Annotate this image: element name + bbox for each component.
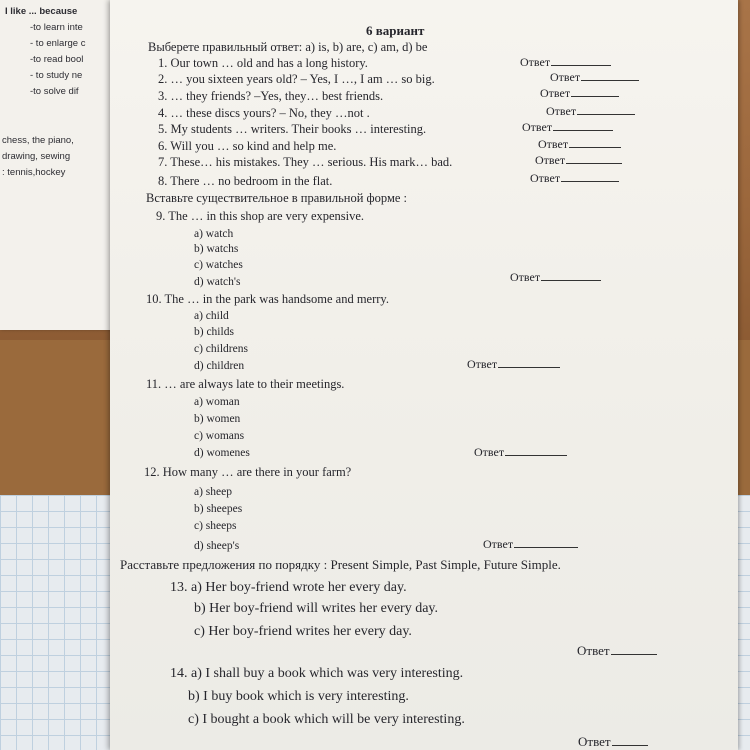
left-sheet-line: -to solve dif bbox=[30, 86, 79, 97]
answer-label: Ответ bbox=[550, 70, 581, 84]
question-14-a: 14. a) I shall buy a book which was very interesting. bbox=[170, 666, 464, 681]
question-9: 9. The … in this shop are very expensive. bbox=[156, 209, 365, 223]
left-sheet-line: -to learn inte bbox=[30, 22, 83, 33]
answer-label: Ответ bbox=[474, 445, 505, 459]
left-sheet-line: - to study ne bbox=[30, 70, 83, 81]
question-13-a: 13. a) Her boy-friend wrote her every day. bbox=[170, 580, 407, 595]
answer-field[interactable] bbox=[535, 153, 622, 167]
left-sheet-line: chess, the piano, bbox=[2, 135, 74, 146]
question-14-c: c) I bought a book which will be very interesting. bbox=[188, 712, 465, 727]
answer-label: Ответ bbox=[578, 734, 611, 749]
option: d) womenes bbox=[194, 447, 250, 459]
answer-label: Ответ bbox=[546, 104, 577, 118]
answer-label: Ответ bbox=[483, 537, 514, 551]
answer-label: Ответ bbox=[577, 643, 610, 658]
option: a) sheep bbox=[194, 486, 232, 498]
question-item: 6. Will you … so kind and help me. bbox=[158, 139, 337, 153]
answer-label: Ответ bbox=[522, 120, 553, 134]
answer-field[interactable] bbox=[474, 445, 567, 459]
question-item: 4. … these discs yours? – No, they …not . bbox=[158, 106, 370, 120]
answer-field[interactable] bbox=[540, 86, 619, 100]
option: a) child bbox=[194, 310, 229, 322]
left-sheet-line: I like ... because bbox=[5, 6, 78, 17]
left-sheet-line: : tennis,hockey bbox=[2, 167, 66, 178]
worksheet-title: 6 вариант bbox=[366, 23, 425, 38]
section-2-instruction: Вставьте существительное в правильной форме : bbox=[146, 191, 408, 205]
question-item: 1. Our town … old and has a long history. bbox=[158, 56, 368, 70]
option: c) womans bbox=[194, 430, 245, 442]
answer-field[interactable] bbox=[510, 270, 601, 284]
answer-label: Ответ bbox=[535, 153, 566, 167]
option: a) watch bbox=[194, 228, 234, 240]
option: c) watches bbox=[194, 259, 243, 271]
option: b) sheepes bbox=[194, 503, 243, 515]
answer-field[interactable] bbox=[546, 104, 635, 118]
worksheet bbox=[110, 0, 738, 750]
answer-field[interactable] bbox=[577, 644, 657, 658]
answer-label: Ответ bbox=[467, 357, 498, 371]
answer-field[interactable] bbox=[522, 120, 613, 134]
option: c) childrens bbox=[194, 343, 248, 355]
question-item: 2. … you sixteen years old? – Yes, I …, I am … so big. bbox=[158, 72, 435, 86]
question-item: 5. My students … writers. Their books … interesting. bbox=[158, 122, 427, 136]
option: b) women bbox=[194, 413, 241, 425]
left-sheet-line: drawing, sewing bbox=[2, 151, 71, 162]
option: c) sheeps bbox=[194, 520, 237, 532]
section-3-instruction: Расставьте предложения по порядку : Present Simple, Past Simple, Future Simple. bbox=[120, 557, 561, 572]
option: d) sheep's bbox=[194, 540, 240, 552]
question-11: 11. … are always late to their meetings. bbox=[146, 377, 345, 391]
question-item: 7. These… his mistakes. They … serious. His mark… bad. bbox=[158, 155, 453, 169]
question-13-c: c) Her boy-friend writes her every day. bbox=[194, 624, 412, 639]
answer-label: Ответ bbox=[530, 171, 561, 185]
option: d) children bbox=[194, 360, 245, 372]
answer-field[interactable] bbox=[538, 137, 621, 151]
answer-field[interactable] bbox=[550, 70, 639, 84]
left-sheet-line: -to read bool bbox=[30, 54, 84, 65]
answer-field[interactable] bbox=[520, 55, 611, 69]
section-1-instruction: Выберете правильный ответ: a) is, b) are, c) am, d) be bbox=[148, 40, 428, 54]
question-13-b: b) Her boy-friend will writes her every day. bbox=[194, 601, 439, 616]
answer-field[interactable] bbox=[467, 357, 560, 371]
option: d) watch's bbox=[194, 276, 241, 288]
question-12: 12. How many … are there in your farm? bbox=[144, 465, 352, 479]
left-sheet-line: - to enlarge c bbox=[30, 38, 86, 49]
left-paper-sheet bbox=[0, 0, 112, 330]
answer-label: Ответ bbox=[540, 86, 571, 100]
answer-label: Ответ bbox=[538, 137, 569, 151]
question-14-b: b) I buy book which is very interesting. bbox=[188, 689, 409, 704]
answer-field[interactable] bbox=[483, 537, 578, 551]
answer-label: Ответ bbox=[520, 55, 551, 69]
option: b) childs bbox=[194, 326, 234, 338]
option: a) woman bbox=[194, 396, 240, 408]
answer-label: Ответ bbox=[510, 270, 541, 284]
question-item: 8. There … no bedroom in the flat. bbox=[158, 174, 333, 188]
answer-field[interactable] bbox=[530, 171, 619, 185]
question-item: 3. … they friends? –Yes, they… best friends. bbox=[158, 89, 384, 103]
option: b) watchs bbox=[194, 243, 239, 255]
question-10: 10. The … in the park was handsome and merry. bbox=[146, 292, 389, 306]
answer-field[interactable] bbox=[578, 735, 648, 749]
